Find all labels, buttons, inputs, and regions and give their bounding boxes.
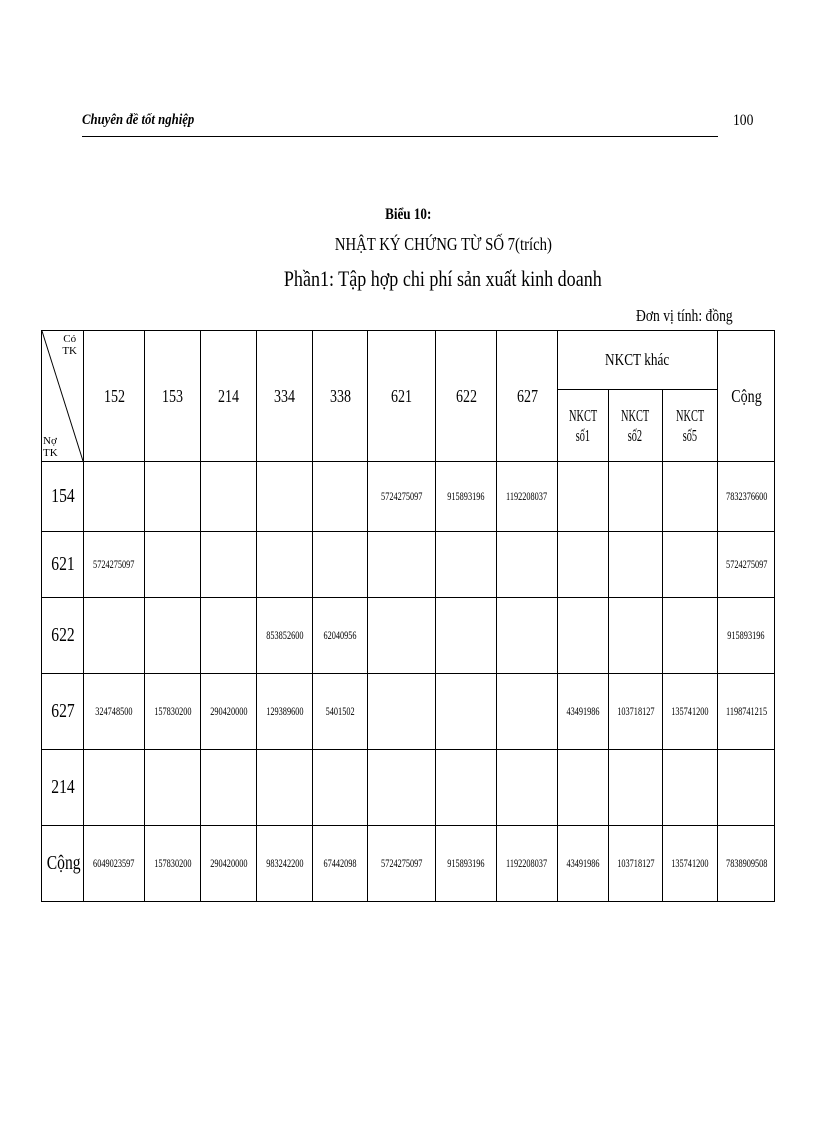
- table-cell: [368, 532, 436, 598]
- sub-col-header: NKCT số2: [609, 390, 663, 462]
- table-cell: [436, 532, 497, 598]
- journal-table-body: [42, 462, 775, 902]
- table-cell: [436, 598, 497, 674]
- row-account-label: 622: [42, 598, 84, 674]
- table-cell: 324748500: [84, 674, 145, 750]
- col-header: 338: [313, 331, 368, 462]
- table-row: [42, 750, 775, 826]
- col-header: 153: [145, 331, 201, 462]
- table-cell: [497, 750, 558, 826]
- table-cell: 983242200: [257, 826, 313, 902]
- currency-unit: Đơn vị tính: đồng: [636, 306, 733, 325]
- row-account-label: Cộng: [42, 826, 84, 902]
- table-cell: [609, 750, 663, 826]
- table-cell: 6049023597: [84, 826, 145, 902]
- table-cell: [609, 462, 663, 532]
- table-cell: [145, 462, 201, 532]
- table-cell: [497, 598, 558, 674]
- table-row: [42, 826, 775, 902]
- table-cell: [558, 532, 609, 598]
- table-cell: [84, 598, 145, 674]
- table-cell: 5401502: [313, 674, 368, 750]
- table-row: [42, 598, 775, 674]
- table-cell: [201, 532, 257, 598]
- table-cell: [84, 750, 145, 826]
- table-cell: [313, 532, 368, 598]
- table-cell: 43491986: [558, 826, 609, 902]
- col-header: 334: [257, 331, 313, 462]
- table-cell: [663, 532, 718, 598]
- table-cell: [663, 462, 718, 532]
- table-cell: [201, 750, 257, 826]
- row-total-cell: 915893196: [718, 598, 775, 674]
- table-cell: [84, 462, 145, 532]
- table-cell: [257, 532, 313, 598]
- row-total-cell: 5724275097: [718, 532, 775, 598]
- sub-col-header: NKCT số5: [663, 390, 718, 462]
- table-cell: 157830200: [145, 826, 201, 902]
- corner-credit-label: Có TK: [62, 333, 77, 357]
- table-cell: 290420000: [201, 826, 257, 902]
- table-cell: [201, 598, 257, 674]
- table-cell: [663, 750, 718, 826]
- row-total-cell: [718, 750, 775, 826]
- col-header: 627: [497, 331, 558, 462]
- header-title: Chuyên đề tốt nghiệp: [82, 112, 195, 128]
- table-cell: [313, 462, 368, 532]
- table-cell: 5724275097: [368, 826, 436, 902]
- table-cell: [558, 598, 609, 674]
- table-cell: [558, 750, 609, 826]
- corner-cell: [42, 331, 84, 462]
- table-cell: 5724275097: [84, 532, 145, 598]
- journal-title: NHẬT KÝ CHỨNG TỪ SỐ 7(trích): [334, 234, 552, 254]
- table-cell: 157830200: [145, 674, 201, 750]
- row-total-cell: 7832376600: [718, 462, 775, 532]
- table-cell: [436, 750, 497, 826]
- table-cell: 915893196: [436, 462, 497, 532]
- table-cell: 62040956: [313, 598, 368, 674]
- table-cell: 135741200: [663, 674, 718, 750]
- table-cell: 103718127: [609, 826, 663, 902]
- table-cell: [201, 462, 257, 532]
- table-cell: 1192208037: [497, 826, 558, 902]
- figure-label: Biểu 10:: [384, 206, 432, 223]
- table-row: [42, 532, 775, 598]
- sub-col-header: NKCT số1: [558, 390, 609, 462]
- table-cell: [558, 462, 609, 532]
- row-total-cell: 1198741215: [718, 674, 775, 750]
- table-cell: 290420000: [201, 674, 257, 750]
- table-cell: [609, 598, 663, 674]
- table-cell: [313, 750, 368, 826]
- row-account-label: 621: [42, 532, 84, 598]
- table-row: [42, 674, 775, 750]
- table-cell: 135741200: [663, 826, 718, 902]
- table-cell: [145, 598, 201, 674]
- table-cell: [145, 750, 201, 826]
- table-cell: [368, 598, 436, 674]
- total-col-header: Cộng: [718, 331, 775, 462]
- col-header: 152: [84, 331, 145, 462]
- journal-table: [41, 330, 775, 902]
- table-cell: 5724275097: [368, 462, 436, 532]
- col-header: 621: [368, 331, 436, 462]
- table-cell: [497, 532, 558, 598]
- row-account-label: 154: [42, 462, 84, 532]
- table-cell: [368, 750, 436, 826]
- table-cell: [257, 750, 313, 826]
- table-cell: [497, 674, 558, 750]
- table-cell: [663, 598, 718, 674]
- page-number: 100: [733, 112, 754, 129]
- row-account-label: 627: [42, 674, 84, 750]
- other-journals-group-header: NKCT khác: [558, 331, 718, 390]
- table-cell: 43491986: [558, 674, 609, 750]
- table-cell: 103718127: [609, 674, 663, 750]
- table-cell: [436, 674, 497, 750]
- page-header: [82, 110, 718, 137]
- table-cell: [609, 532, 663, 598]
- table-cell: [368, 674, 436, 750]
- table-cell: 853852600: [257, 598, 313, 674]
- part-title: Phần1: Tập hợp chi phí sản xuất kinh doanh: [284, 266, 602, 291]
- col-header: 622: [436, 331, 497, 462]
- table-cell: [145, 532, 201, 598]
- table-row: [42, 462, 775, 532]
- row-account-label: 214: [42, 750, 84, 826]
- table-cell: 1192208037: [497, 462, 558, 532]
- corner-debit-label: Nợ TK: [43, 435, 58, 459]
- row-total-cell: 7838909508: [718, 826, 775, 902]
- table-cell: 67442098: [313, 826, 368, 902]
- table-cell: [257, 462, 313, 532]
- col-header: 214: [201, 331, 257, 462]
- table-cell: 129389600: [257, 674, 313, 750]
- table-cell: 915893196: [436, 826, 497, 902]
